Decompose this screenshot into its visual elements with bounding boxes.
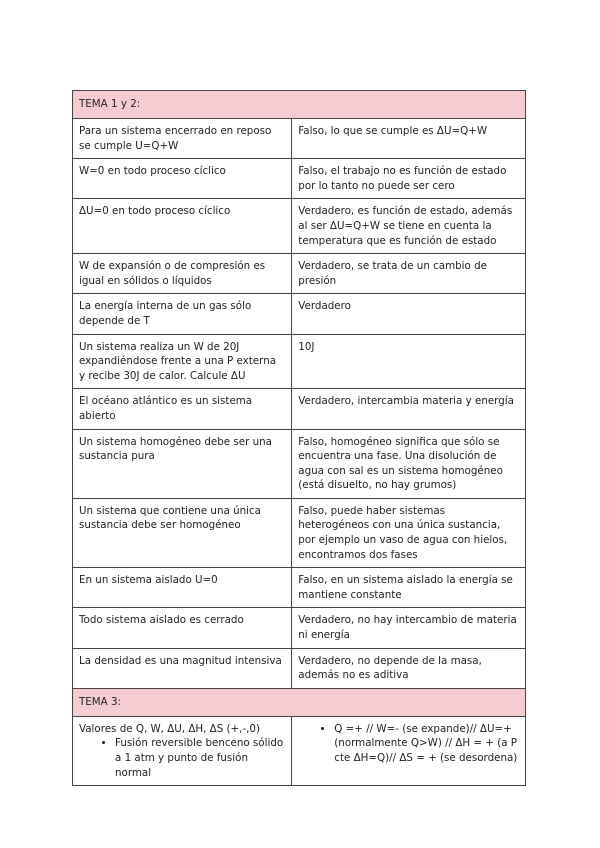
question-text: Valores de Q, W, ΔU, ΔH, ΔS (+,-,0) — [79, 722, 261, 735]
answer-cell: Falso, en un sistema aislado la energía se mantiene constante — [292, 568, 526, 608]
table-row — [73, 568, 526, 608]
answer-cell — [292, 716, 526, 785]
question-cell: Un sistema que contiene una única sustancia debe ser homogéneo — [73, 498, 292, 567]
question-cell: En un sistema aislado U=0 — [73, 568, 292, 608]
table-row — [73, 294, 526, 334]
answer-cell: 10J — [292, 334, 526, 389]
table-row — [73, 199, 526, 254]
list-item: • Fusión reversible benceno sólido a 1 atm y punto de fusión normal — [115, 736, 285, 780]
table-row — [73, 429, 526, 498]
answer-cell: Falso, lo que se cumple es ΔU=Q+W — [292, 119, 526, 159]
question-cell: Para un sistema encerrado en reposo se cumple U=Q+W — [73, 119, 292, 159]
table-row — [73, 608, 526, 648]
question-cell — [73, 716, 292, 785]
table-row — [73, 716, 526, 785]
bullet-list — [298, 722, 519, 766]
answer-cell: Verdadero, es función de estado, además al ser ΔU=Q+W se tiene en cuenta la temperatura que es función de estado — [292, 199, 526, 254]
question-cell: Un sistema realiza un W de 20J expandiéndose frente a una P externa y recibe 30J de calor. Calcule ΔU — [73, 334, 292, 389]
table-row — [73, 648, 526, 688]
answer-cell: Falso, homogéneo significa que sólo se encuentra una fase. Una disolución de agua con sal es un sistema homogéneo (está disuelto, no hay grumos) — [292, 429, 526, 498]
question-cell: W de expansión o de compresión es igual en sólidos o líquidos — [73, 254, 292, 294]
table-row — [73, 334, 526, 389]
answer-cell: Verdadero, no hay intercambio de materia ni energía — [292, 608, 526, 648]
question-cell: La densidad es una magnitud intensiva — [73, 648, 292, 688]
table-row — [73, 254, 526, 294]
section-title: TEMA 3: — [73, 688, 526, 716]
question-cell: ΔU=0 en todo proceso cíclico — [73, 199, 292, 254]
table-row — [73, 119, 526, 159]
question-cell: La energía interna de un gas sólo depende de T — [73, 294, 292, 334]
answer-cell: Falso, el trabajo no es función de estado por lo tanto no puede ser cero — [292, 159, 526, 199]
notes-table — [72, 90, 526, 786]
table-row — [73, 389, 526, 429]
answer-cell: Verdadero, intercambia materia y energía — [292, 389, 526, 429]
table-row — [73, 498, 526, 567]
answer-cell: Verdadero — [292, 294, 526, 334]
section-header-tema-1-2 — [73, 91, 526, 119]
section-title: TEMA 1 y 2: — [73, 91, 526, 119]
list-item: • Q =+ // W=- (se expande)// ΔU=+ (normalmente Q>W) // ΔH = + (a P cte ΔH=Q)// ΔS = + (se desordena) — [334, 722, 519, 766]
question-cell: El océano atlántico es un sistema abierto — [73, 389, 292, 429]
question-cell: Un sistema homogéneo debe ser una sustancia pura — [73, 429, 292, 498]
table-row — [73, 159, 526, 199]
answer-cell: Verdadero, no depende de la masa, además no es aditiva — [292, 648, 526, 688]
question-cell: W=0 en todo proceso cíclico — [73, 159, 292, 199]
answer-cell: Falso, puede haber sistemas heterogéneos con una única sustancia, por ejemplo un vaso de agua con hielos, encontramos dos fases — [292, 498, 526, 567]
question-cell: Todo sistema aislado es cerrado — [73, 608, 292, 648]
section-header-tema-3 — [73, 688, 526, 716]
bullet-list — [79, 736, 285, 780]
answer-cell: Verdadero, se trata de un cambio de presión — [292, 254, 526, 294]
